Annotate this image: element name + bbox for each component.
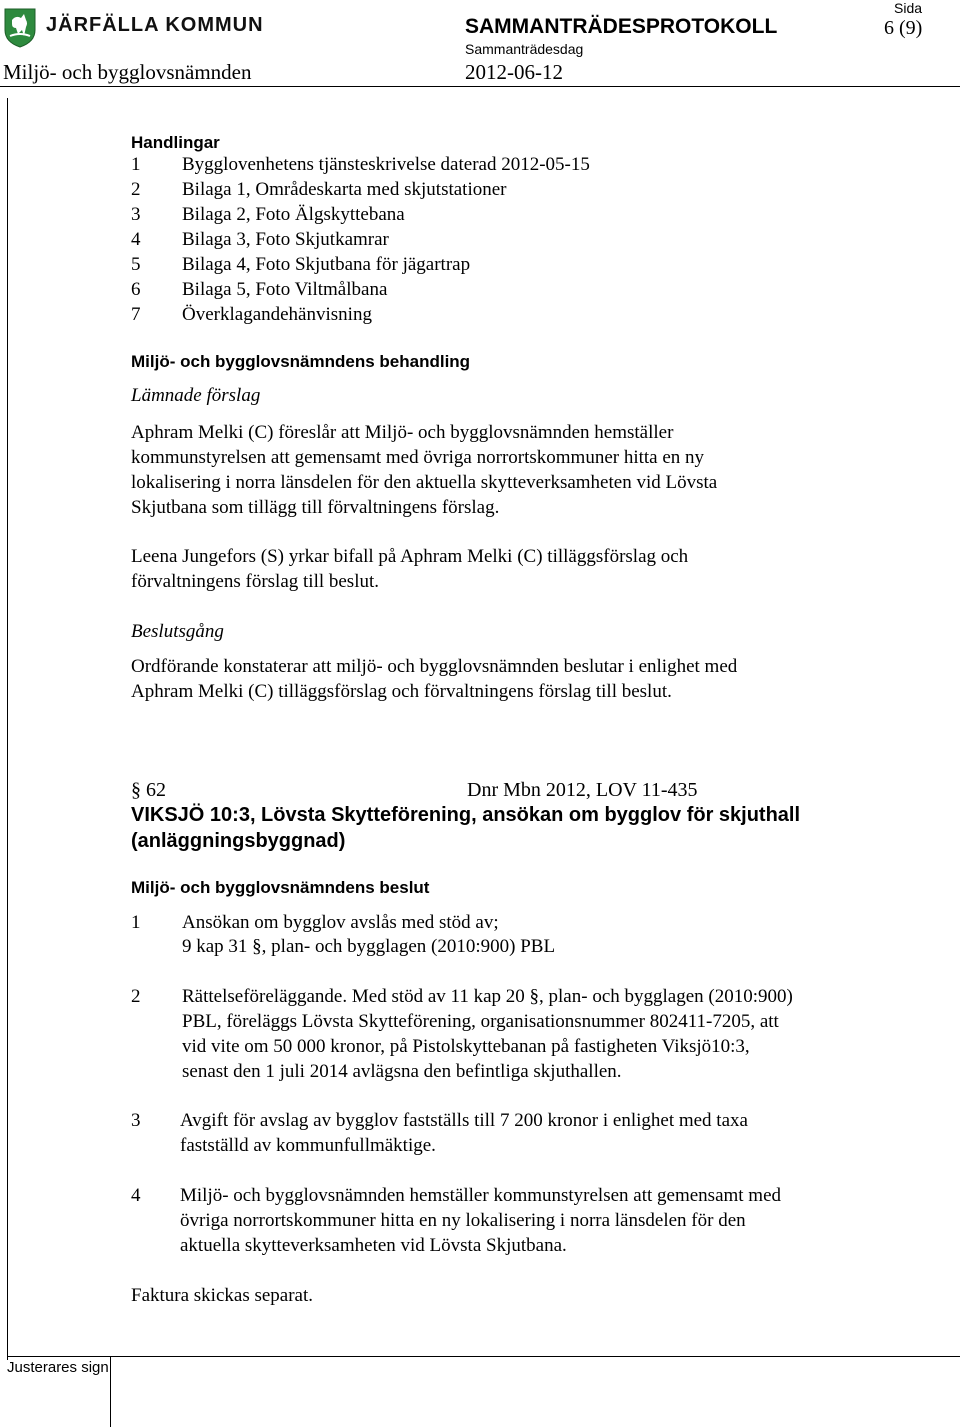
section-title-continued: (anläggningsbyggnad) [131,830,346,852]
case-reference: Dnr Mbn 2012, LOV 11-435 [467,779,698,801]
invoice-note: Faktura skickas separat. [131,1285,314,1306]
page-number: 6 (9) [884,17,923,39]
decision-item-number: 4 [131,1185,141,1206]
decision-item-line: Miljö- och bygglovsnämnden hemställer kommunstyrelsen att gemensamt med [180,1185,782,1206]
paragraph-line: lokalisering i norra länsdelen för den aktuella skytteverksamheten vid Lövsta [131,472,718,493]
paragraph-line: Aphram Melki (C) tilläggsförslag och förvaltningens förslag till beslut. [131,681,672,702]
list-item: Överklagandehänvisning [182,304,372,325]
decision-process-subheading: Beslutsgång [131,621,224,642]
decision-item-number: 1 [131,912,141,933]
section-number: § 62 [131,779,166,801]
list-item-number: 6 [131,279,141,300]
list-item: Bygglovenhetens tjänsteskrivelse daterad 2012-05-15 [182,154,590,175]
section-title: VIKSJÖ 10:3, Lövsta Skytteförening, ansökan om bygglov för skjuthall [131,804,801,826]
header-divider [0,86,960,87]
decision-item-number: 3 [131,1110,141,1131]
list-item: Bilaga 5, Foto Viltmålbana [182,279,388,300]
committee-name: Miljö- och bygglovsnämnden [3,60,252,84]
proposals-subheading: Lämnade förslag [131,385,261,406]
decision-item-line: fastställd av kommunfullmäktige. [180,1135,436,1156]
signature-label: Justerares sign [7,1359,109,1376]
list-item: Bilaga 3, Foto Skjutkamrar [182,229,389,250]
list-item-number: 4 [131,229,141,250]
page-label: Sida [894,0,923,16]
org-name: JÄRFÄLLA KOMMUN [46,14,264,36]
decision-item-number: 2 [131,986,141,1007]
meeting-date: 2012-06-12 [465,60,563,84]
list-item: Bilaga 1, Områdeskarta med skjutstationer [182,179,507,200]
decision-item-line: PBL, föreläggs Lövsta Skytteförening, organisationsnummer 802411-7205, att [182,1011,779,1032]
paragraph-line: Ordförande konstaterar att miljö- och bygglovsnämnden beslutar i enlighet med [131,656,738,677]
paragraph-line: Aphram Melki (C) föreslår att Miljö- och bygglovsnämnden hemställer [131,422,674,443]
meeting-date-label: Sammanträdesdag [465,41,584,57]
list-item: Bilaga 2, Foto Älgskyttebana [182,204,405,225]
list-item: Bilaga 4, Foto Skjutbana för jägartrap [182,254,471,275]
list-item-number: 1 [131,154,141,175]
margin-rule [7,98,8,1360]
document-type-title: SAMMANTRÄDESPROTOKOLL [465,15,778,38]
decision-item-line: senast den 1 juli 2014 avlägsna den befintliga skjuthallen. [182,1061,622,1082]
paragraph-line: förvaltningens förslag till beslut. [131,571,380,592]
jarfalla-coat-of-arms-icon [4,8,36,48]
decision-item-line: Rättelseföreläggande. Med stöd av 11 kap 20 §, plan- och bygglagen (2010:900) [182,986,793,1007]
paragraph-line: Skjutbana som tillägg till förvaltningens förslag. [131,497,500,518]
list-item-number: 3 [131,204,141,225]
decision-item-line: Ansökan om bygglov avslås med stöd av; [182,912,499,933]
list-item-number: 2 [131,179,141,200]
decision-item-line: Avgift för avslag av bygglov fastställs till 7 200 kronor i enlighet med taxa [180,1110,748,1131]
paragraph-line: kommunstyrelsen att gemensamt med övriga norrortskommuner hitta en ny [131,447,705,468]
behandling-heading: Miljö- och bygglovsnämndens behandling [131,352,471,371]
handlingar-heading: Handlingar [131,133,220,152]
signature-box-divider [110,1357,111,1427]
decision-item-line: övriga norrortskommuner hitta en ny lokalisering i norra länsdelen för den [180,1210,746,1231]
decision-item-line: 9 kap 31 §, plan- och bygglagen (2010:900) PBL [182,936,556,957]
paragraph-line: Leena Jungefors (S) yrkar bifall på Aphram Melki (C) tilläggsförslag och [131,546,689,567]
decision-item-line: vid vite om 50 000 kronor, på Pistolskyttebanan på fastigheten Viksjö10:3, [182,1036,750,1057]
list-item-number: 7 [131,304,141,325]
footer-divider [7,1356,960,1357]
decision-item-line: aktuella skytteverksamheten vid Lövsta Skjutbana. [180,1235,567,1256]
list-item-number: 5 [131,254,141,275]
beslut-heading: Miljö- och bygglovsnämndens beslut [131,878,430,897]
